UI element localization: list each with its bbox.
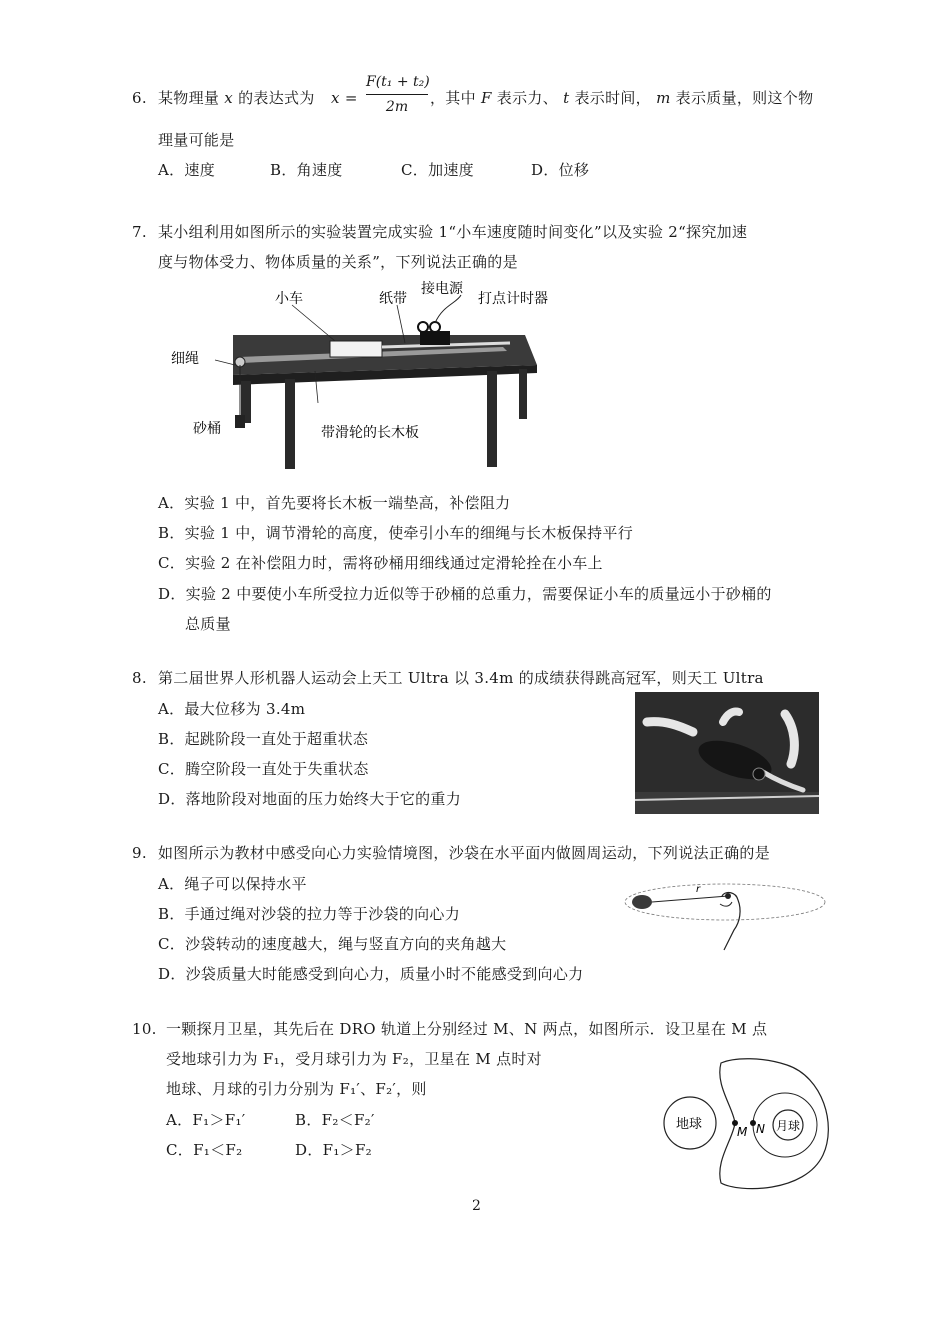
- formula-denominator: 2m: [385, 99, 409, 115]
- label-cart: 小车: [275, 291, 303, 307]
- question-stem-line1-cont: ，其中 F 表示力、 t 表示时间， m 表示质量，则这个物: [430, 89, 814, 107]
- question-stem-line1: 一颗探月卫星，其先后在 DRO 轨道上分别经过 M、N 两点，如图所示．设卫星在 M 点: [166, 1020, 768, 1038]
- power-cable: [435, 295, 461, 323]
- option-b: B．实验 1 中，调节滑轮的高度，使牵引小车的细绳与长木板保持平行: [158, 524, 634, 542]
- table-leg: [487, 371, 497, 467]
- label-power: 接电源: [421, 281, 463, 297]
- table-leg: [519, 369, 527, 419]
- formula-numerator: F(t₁ + t₂): [366, 74, 430, 90]
- circular-motion-figure: [610, 870, 830, 954]
- option-c: C．沙袋转动的速度越大，绳与竖直方向的夹角越大: [158, 935, 507, 953]
- label-board: 带滑轮的长木板: [321, 425, 419, 441]
- timer-body: [420, 331, 450, 345]
- page-number: 2: [472, 1198, 481, 1214]
- label-tape: 纸带: [379, 291, 407, 307]
- option-a: A．绳子可以保持水平: [158, 875, 307, 893]
- option-a: A．速度: [158, 161, 216, 179]
- question-number: 8.: [132, 669, 147, 687]
- dro-orbit-figure: [655, 1055, 840, 1195]
- option-d: D．F₁＞F₂: [295, 1141, 372, 1159]
- formula-fraction: [366, 72, 428, 117]
- robot-high-jump-photo: [635, 692, 819, 814]
- question-stem: 第二届世界人形机器人运动会上天工 Ultra 以 3.4m 的成绩获得跳高冠军，则天工 Ultra: [158, 669, 764, 687]
- formula-lhs: x =: [331, 89, 358, 107]
- question-stem-line2: 理量可能是: [158, 131, 235, 149]
- question-number: 6.: [132, 89, 147, 107]
- pivot-point: [725, 893, 731, 899]
- table-leg: [285, 379, 295, 469]
- option-a: A．最大位移为 3.4m: [158, 700, 306, 718]
- question-stem-line2: 受地球引力为 F₁，受月球引力为 F₂，卫星在 M 点时对: [166, 1050, 542, 1068]
- option-b: B．起跳阶段一直处于超重状态: [158, 730, 369, 748]
- timer-terminal: [430, 322, 440, 332]
- option-d: D．位移: [531, 161, 590, 179]
- sand-bucket: [235, 415, 245, 428]
- question-stem-line1: 某小组利用如图所示的实验装置完成实验 1“小车速度随时间变化”以及实验 2“探究加速: [158, 223, 748, 241]
- label-bucket: 砂桶: [193, 421, 221, 437]
- option-c: C．实验 2 在补偿阻力时，需将砂桶用细线通过定滑轮拴在小车上: [158, 554, 603, 572]
- option-d: D．实验 2 中要使小车所受拉力近似等于砂桶的总重力，需要保证小车的质量远小于砂桶的: [158, 585, 772, 603]
- question-number: 9.: [132, 844, 147, 862]
- option-b: B．角速度: [270, 161, 343, 179]
- option-a: A．F₁＞F₁′: [166, 1111, 246, 1129]
- robot-joint: [753, 768, 765, 780]
- string: [652, 896, 728, 902]
- label-timer: 打点计时器: [478, 291, 548, 307]
- question-stem-line2: 度与物体受力、物体质量的关系”，下列说法正确的是: [158, 253, 518, 271]
- option-c: C．加速度: [401, 161, 474, 179]
- option-a: A．实验 1 中，首先要将长木板一端垫高，补偿阻力: [158, 494, 511, 512]
- experiment-apparatus-figure: [165, 275, 575, 475]
- label-M: M: [737, 1125, 748, 1139]
- option-d: D．落地阶段对地面的压力始终大于它的重力: [158, 790, 462, 808]
- question-number: 7.: [132, 223, 147, 241]
- question-number: 10.: [132, 1020, 157, 1038]
- label-N: N: [756, 1122, 765, 1136]
- sand-bag: [632, 895, 652, 909]
- option-d: D．沙袋质量大时能感受到向心力，质量小时不能感受到向心力: [158, 965, 584, 983]
- option-c: C．腾空阶段一直处于失重状态: [158, 760, 369, 778]
- label-moon: 月球: [776, 1119, 801, 1133]
- ground: [635, 792, 819, 814]
- label-earth: 地球: [676, 1117, 703, 1132]
- fraction-bar: [366, 94, 428, 95]
- hand-fingers: [720, 902, 732, 906]
- option-b: B．手通过绳对沙袋的拉力等于沙袋的向心力: [158, 905, 461, 923]
- leader-line: [215, 360, 235, 365]
- label-rope: 细绳: [171, 351, 199, 367]
- question-stem-line1: 某物理量 x 的表达式为: [158, 89, 315, 107]
- label-r: r: [696, 884, 701, 895]
- question-stem: 如图所示为教材中感受向心力实验情境图，沙袋在水平面内做圆周运动，下列说法正确的是: [158, 844, 771, 862]
- hand: [722, 893, 740, 950]
- option-d-continued: 总质量: [185, 615, 231, 633]
- cart: [330, 341, 382, 357]
- timer-terminal: [418, 322, 428, 332]
- option-b: B．F₂＜F₂′: [295, 1111, 375, 1129]
- option-c: C．F₁＜F₂: [166, 1141, 243, 1159]
- question-stem-line3: 地球、月球的引力分别为 F₁′、F₂′，则: [166, 1080, 427, 1098]
